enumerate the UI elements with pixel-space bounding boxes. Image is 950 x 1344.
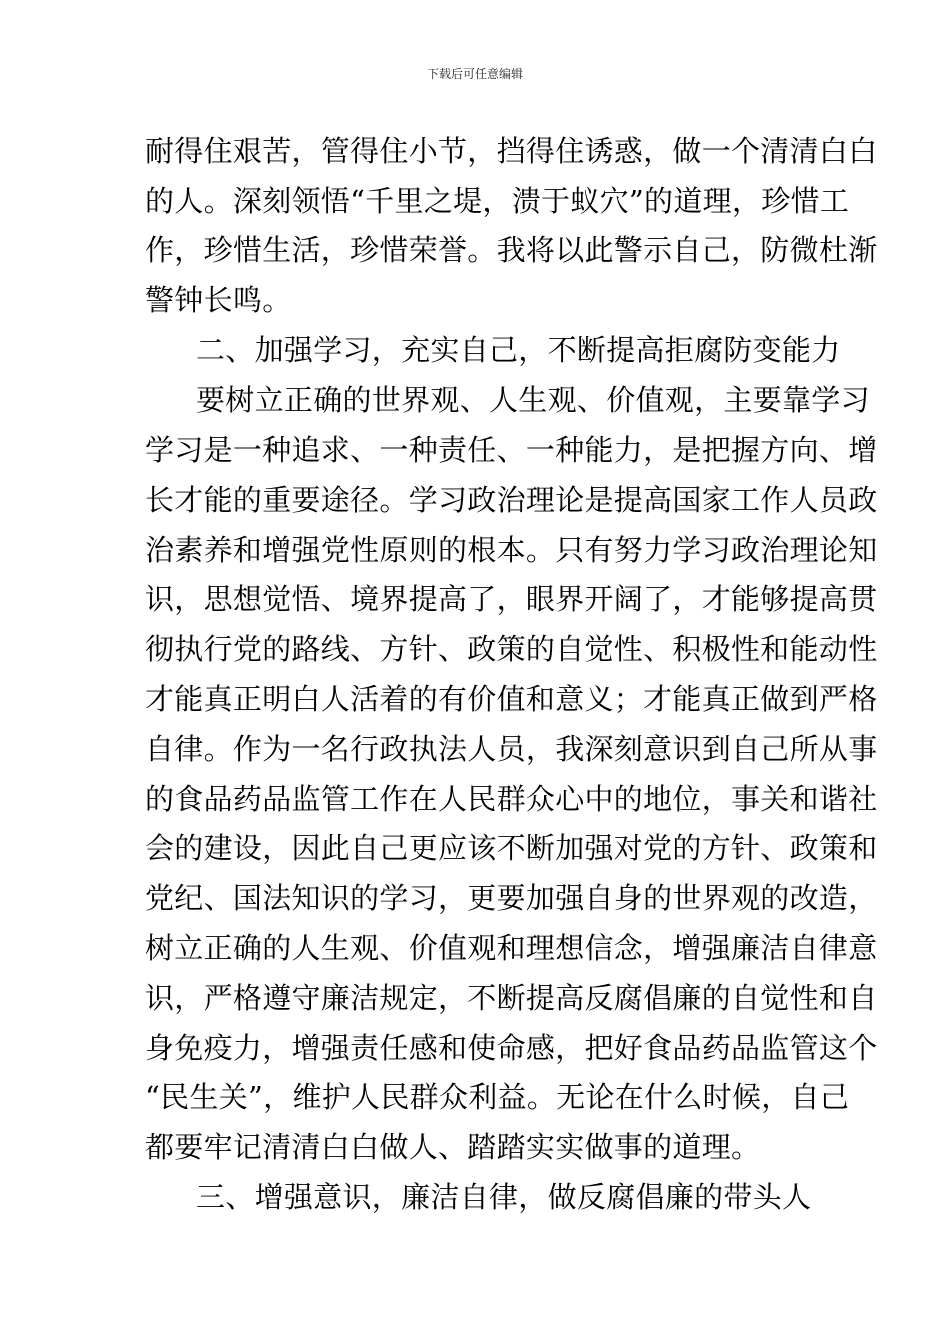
body-line: 长才能的重要途径。学习政治理论是提高国家工作人员政 — [145, 483, 878, 517]
body-line: 耐得住艰苦，管得住小节，挡得住诱惑，做一个清清白白 — [145, 134, 878, 168]
body-line: 彻执行党的路线、方针、政策的自觉性、积极性和能动性 — [145, 632, 878, 666]
body-line: 才能真正明白人活着的有价值和意义；才能真正做到严格 — [145, 682, 878, 716]
body-line: 党纪、国法知识的学习，更要加强自身的世界观的改造， — [145, 881, 878, 915]
body-line: 树立正确的人生观、价值观和理想信念，增强廉洁自律意 — [145, 931, 878, 965]
section-heading-2: 二、加强学习，充实自己，不断提高拒腐防变能力 — [196, 333, 841, 367]
body-line: 识，严格遵守廉洁规定，不断提高反腐倡廉的自觉性和自 — [145, 981, 878, 1015]
body-line: “民生关”，维护人民群众利益。无论在什么时候，自己 — [145, 1080, 850, 1114]
body-line: 的食品药品监管工作在人民群众心中的地位，事关和谐社 — [145, 782, 878, 816]
body-line: 学习是一种追求、一种责任、一种能力，是把握方向、增 — [145, 433, 878, 467]
body-line: 会的建设，因此自己更应该不断加强对党的方针、政策和 — [145, 831, 878, 865]
section-heading-3: 三、增强意识，廉洁自律，做反腐倡廉的带头人 — [196, 1180, 812, 1214]
body-line: 识，思想觉悟、境界提高了，眼界开阔了，才能够提高贯 — [145, 582, 878, 616]
body-line: 都要牢记清清白白做人、踏踏实实做事的道理。 — [145, 1130, 761, 1164]
header-note: 下载后可任意编辑 — [426, 67, 523, 81]
body-line: 身免疫力，增强责任感和使命感，把好食品药品监管这个 — [145, 1031, 878, 1065]
body-line: 治素养和增强党性原则的根本。只有努力学习政治理论知 — [145, 533, 878, 567]
body-line: 作，珍惜生活，珍惜荣誉。我将以此警示自己，防微杜渐 — [145, 233, 878, 267]
body-line: 警钟长鸣。 — [145, 283, 292, 317]
body-line: 的人。深刻领悟“千里之堤，溃于蚁穴”的道理，珍惜工 — [145, 184, 850, 218]
body-line: 自律。作为一名行政执法人员，我深刻意识到自己所从事 — [145, 732, 878, 766]
paragraph-first-line: 要树立正确的世界观、人生观、价值观，主要靠学习 — [196, 383, 870, 417]
